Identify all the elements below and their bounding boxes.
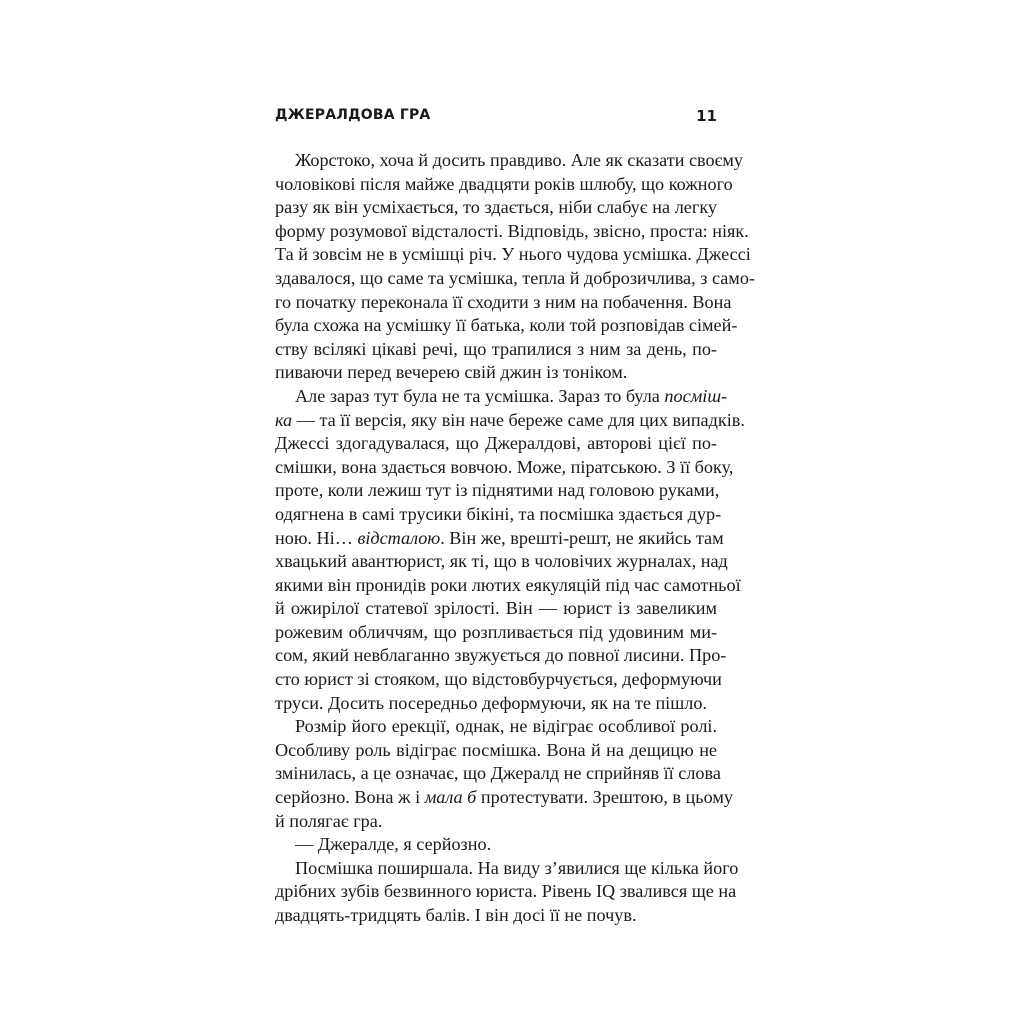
text-line	[275, 479, 720, 503]
text-line	[275, 456, 734, 480]
text-segment: змінилась, а це означає, що Джералд не сприйняв її слова	[275, 763, 721, 784]
text-line	[275, 621, 717, 645]
text-segment: хвацький авантюрист, як ті, що в чоловічих журналах, над	[275, 551, 728, 572]
text-segment: . Він же, врешті-решт, не якийсь там	[440, 527, 724, 548]
text-line	[275, 810, 717, 834]
text-segment: протестувати. Зрештою, в цьому	[476, 787, 733, 808]
text-line	[275, 361, 717, 385]
text-segment: смішки, вона здається вовчою. Може, піратською. З її боку,	[275, 456, 734, 477]
text-line	[275, 857, 739, 881]
text-line	[275, 409, 745, 433]
text-line	[275, 904, 717, 928]
book-title: ДЖЕРАЛДОВА ГРА	[275, 107, 431, 123]
text-segment: якими він пронидів роки лютих еякуляцій під час самотньої	[275, 574, 741, 595]
text-segment: ною. Ні…	[275, 527, 358, 548]
text-segment: Особливу роль відіграє посмішка. Вона й на дещицю не	[275, 739, 717, 760]
text-segment: двадцять-тридцять балів. І він досі її не почув.	[275, 905, 637, 925]
italic-text: ка	[275, 409, 293, 430]
text-segment: одягнена в самі трусики бікіні, та посмішка здається дур-	[275, 503, 722, 524]
text-line	[275, 503, 722, 527]
text-segment: Та й зовсім не в усмішці річ. У нього чудова усмішка. Джессі	[275, 244, 751, 265]
text-line	[275, 149, 744, 173]
text-segment: проте, коли лежиш тут із піднятими над головою руками,	[275, 480, 720, 501]
running-header	[275, 107, 717, 127]
text-line	[275, 880, 737, 904]
text-segment: разу як він усміхається, то здається, ніби слабує на легку	[275, 197, 717, 218]
text-segment: й ожирілої статевої зрілості. Він — юрист із завеликим	[275, 598, 717, 619]
text-segment: го початку переконала її сходити з ним на побачення. Вона	[275, 291, 732, 312]
text-line	[275, 291, 732, 315]
text-line	[275, 739, 717, 763]
text-line	[275, 385, 728, 409]
text-segment: дрібних зубів безвинного юриста. Рівень IQ звалився ще на	[275, 881, 737, 902]
text-line	[275, 338, 717, 362]
text-segment: рожевим обличчям, що розпливається під удовиним ми-	[275, 621, 717, 642]
text-segment: чоловікові після майже двадцяти років шлюбу, що кожного	[275, 173, 733, 194]
text-line	[275, 668, 722, 692]
text-segment: Але зараз тут була не та усмішка. Зараз то була	[295, 385, 665, 406]
text-line	[275, 527, 724, 551]
text-segment: форму розумової відсталості. Відповідь, звісно, проста: ніяк.	[275, 220, 749, 241]
text-line	[275, 715, 717, 739]
text-segment: Посмішка поширшала. На виду з’явилися ще кілька його	[295, 857, 739, 878]
text-line	[275, 574, 741, 598]
text-line	[275, 314, 738, 338]
text-line	[275, 597, 717, 621]
text-line	[275, 243, 751, 267]
text-segment: пиваючи перед вечерею свій джин із тоніком.	[275, 362, 628, 383]
text-line	[275, 692, 717, 716]
text-line	[275, 762, 721, 786]
text-line	[275, 267, 755, 291]
text-line	[275, 173, 733, 197]
italic-text: відсталою	[357, 527, 441, 548]
text-segment: Розмір його ерекції, однак, не відіграє особливої ролі.	[295, 716, 717, 737]
italic-text: посміш-	[664, 385, 728, 406]
text-segment: й полягає гра.	[275, 810, 383, 831]
text-segment: сто юрист зі стояком, що відстовбурчується, деформуючи	[275, 669, 722, 690]
text-segment: серйозно. Вона ж і	[275, 787, 425, 808]
text-line	[275, 550, 728, 574]
text-line	[275, 196, 717, 220]
text-segment: ству всілякі цікаві речі, що трапилися з ним за день, по-	[275, 338, 717, 359]
text-segment: труси. Досить посередньо деформуючи, як на те пішло.	[275, 692, 707, 713]
text-segment: була схожа на усмішку її батька, коли той розповідав сімей-	[275, 315, 738, 336]
text-line	[275, 833, 717, 857]
text-segment: Жорстоко, хоча й досить правдиво. Але як сказати своєму	[295, 150, 744, 170]
text-line	[275, 432, 717, 456]
body-text	[275, 149, 755, 928]
text-line	[275, 220, 749, 244]
text-line	[275, 644, 727, 668]
text-segment: сом, який невблаганно звужується до повної лисини. Про-	[275, 645, 727, 666]
italic-text: мала б	[424, 787, 477, 808]
text-segment: Джессі здогадувалася, що Джералдові, авторові цієї по-	[275, 433, 717, 454]
page-number: 11	[696, 107, 717, 125]
text-segment: здавалося, що саме та усмішка, тепла й доброзичлива, з само-	[275, 267, 755, 288]
text-line	[275, 786, 733, 810]
text-segment: — Джералде, я серйозно.	[295, 834, 492, 855]
text-segment: — та її версія, яку він наче береже саме для цих випадків.	[292, 409, 745, 430]
